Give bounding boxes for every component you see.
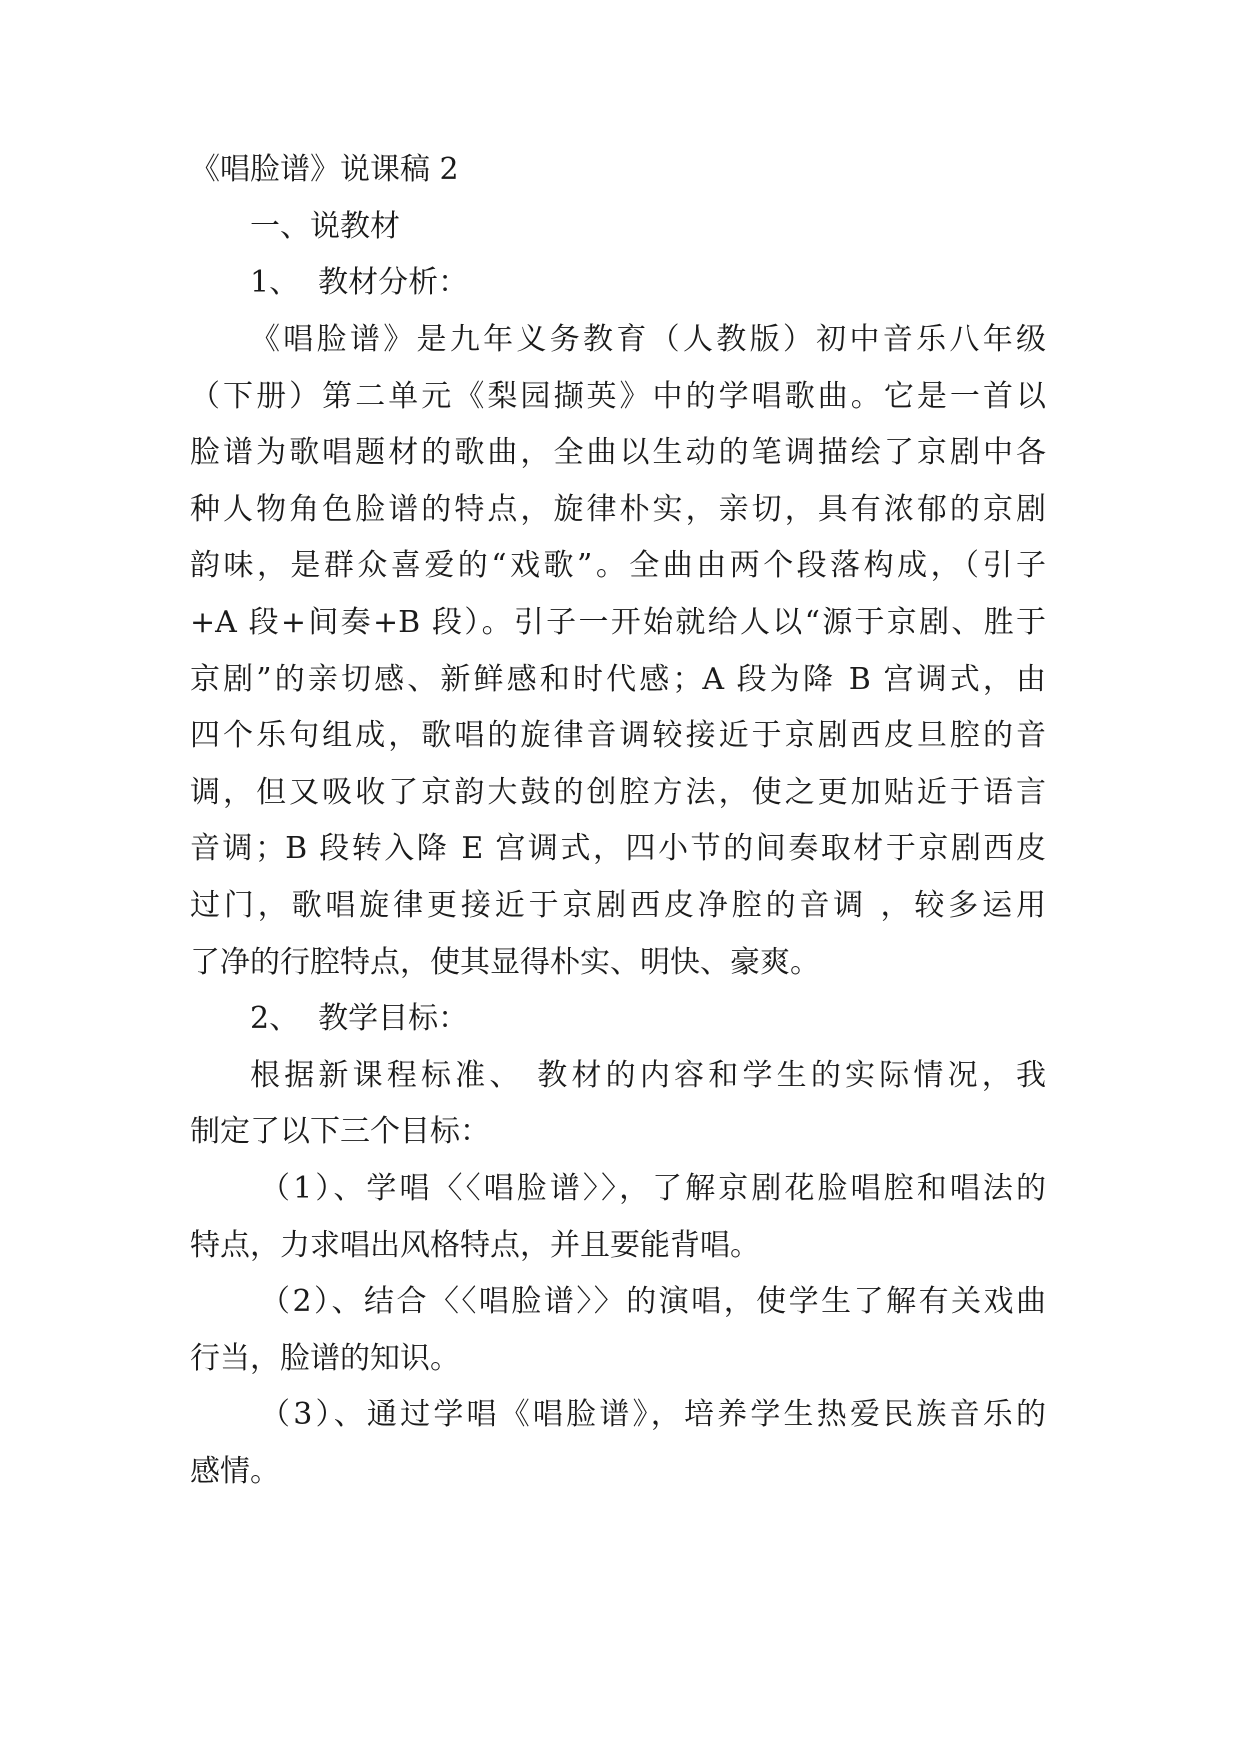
paragraph-line: 京剧”的亲切感、新鲜感和时代感；A 段为降 B 宫调式，由 [190,662,1046,697]
subheading-material-analysis: 1、 教材分析： [250,265,469,300]
paragraph-line: 调，但又吸收了京韵大鼓的创腔方法，使之更加贴近于语言 [190,775,1046,810]
goal-item-1-continued: 特点，力求唱出风格特点，并且要能背唱。 [190,1228,760,1263]
paragraph-line: 制定了以下三个目标： [190,1114,490,1149]
paragraph-line: 根据新课程标准、 教材的内容和学生的实际情况，我 [250,1058,1046,1093]
paragraph-line: +A 段+间奏+B 段）。引子一开始就给人以“源于京剧、胜于 [190,605,1046,640]
goal-item-3-continued: 感情。 [190,1454,280,1489]
paragraph-line: 种人物角色脸谱的特点，旋律朴实，亲切，具有浓郁的京剧 [190,492,1046,527]
paragraph-line: （下册）第二单元《梨园撷英》中的学唱歌曲。它是一首以 [190,379,1046,414]
paragraph-line: 韵味，是群众喜爱的“戏歌”。全曲由两个段落构成，（引子 [190,548,1046,583]
paragraph-line: 了净的行腔特点，使其显得朴实、明快、豪爽。 [190,945,820,980]
paragraph-line: 《唱脸谱》是九年义务教育（人教版）初中音乐八年级 [250,322,1046,357]
goal-item-1: （1）、学唱〈〈唱脸谱〉〉，了解京剧花脸唱腔和唱法的 [260,1171,1046,1206]
goal-item-2: （2）、结合〈〈唱脸谱〉〉的演唱，使学生了解有关戏曲 [260,1284,1046,1319]
document-title: 《唱脸谱》说课稿 2 [190,152,459,187]
goal-item-3: （3）、通过学唱《唱脸谱》，培养学生热爱民族音乐的 [260,1397,1046,1432]
subheading-teaching-goals: 2、 教学目标： [250,1001,469,1036]
paragraph-line: 脸谱为歌唱题材的歌曲，全曲以生动的笔调描绘了京剧中各 [190,435,1046,470]
section-heading-teaching-material: 一、说教材 [250,209,400,244]
paragraph-line: 四个乐句组成，歌唱的旋律音调较接近于京剧西皮旦腔的音 [190,718,1046,753]
paragraph-line: 过门，歌唱旋律更接近于京剧西皮净腔的音调 ，较多运用 [190,888,1046,923]
goal-item-2-continued: 行当，脸谱的知识。 [190,1341,460,1376]
paragraph-line: 音调；B 段转入降 E 宫调式，四小节的间奏取材于京剧西皮 [190,831,1046,866]
